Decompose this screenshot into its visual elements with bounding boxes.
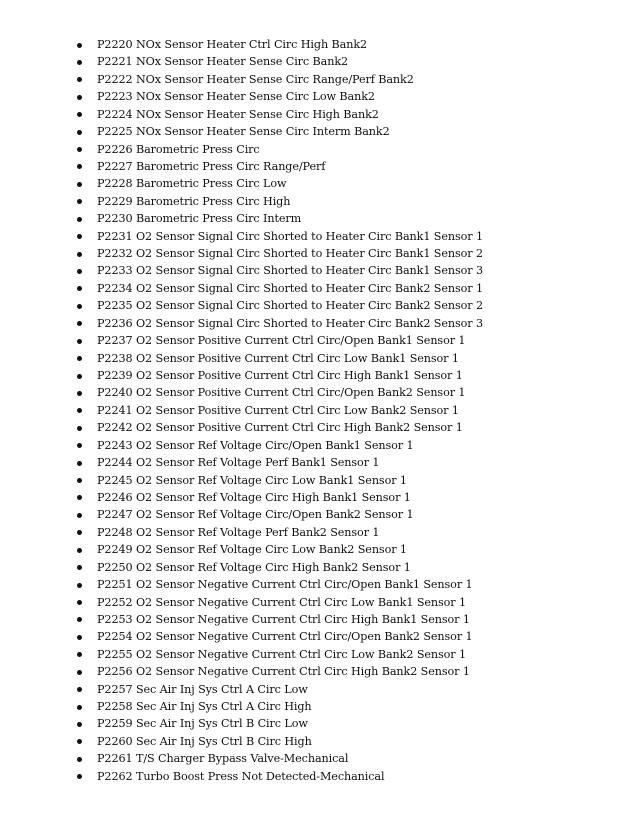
bullet-icon [77, 182, 82, 187]
list-item-text: P2251 O2 Sensor Negative Current Ctrl Circ/Open Bank1 Sensor 1 [97, 578, 473, 592]
list-item [74, 715, 614, 732]
bullet-icon [77, 95, 82, 100]
list-item [74, 733, 614, 750]
bullet-icon [77, 443, 82, 448]
list-item [74, 559, 614, 576]
bullet-icon [77, 339, 82, 344]
list-item [74, 681, 614, 698]
list-item-text: P2225 NOx Sensor Heater Sense Circ Interm Bank2 [97, 125, 390, 139]
list-item [74, 628, 614, 645]
list-item [74, 367, 614, 384]
bullet-icon [77, 391, 82, 396]
bullet-icon [77, 722, 82, 727]
list-item [74, 437, 614, 454]
bullet-icon [77, 217, 82, 222]
bullet-icon [77, 77, 82, 82]
bullet-icon [77, 252, 82, 257]
list-item-text: P2221 NOx Sensor Heater Sense Circ Bank2 [97, 55, 349, 69]
list-item-text: P2249 O2 Sensor Ref Voltage Circ Low Bank2 Sensor 1 [97, 543, 407, 557]
list-item-text: P2236 O2 Sensor Signal Circ Shorted to Heater Circ Bank2 Sensor 3 [97, 316, 483, 330]
list-item [74, 402, 614, 419]
list-item [74, 541, 614, 558]
list-item [74, 88, 614, 105]
list-item [74, 768, 614, 785]
bullet-icon [77, 495, 82, 500]
bullet-icon [77, 530, 82, 535]
list-item [74, 262, 614, 279]
list-item-text: P2231 O2 Sensor Signal Circ Shorted to Heater Circ Bank1 Sensor 1 [97, 229, 483, 243]
bullet-icon [77, 600, 82, 605]
bullet-icon [77, 670, 82, 675]
bullet-icon [77, 147, 82, 152]
bullet-icon [77, 739, 82, 744]
list-item [74, 646, 614, 663]
bullet-icon [77, 356, 82, 361]
list-item [74, 419, 614, 436]
bullet-icon [77, 478, 82, 483]
list-item [74, 245, 614, 262]
list-item [74, 750, 614, 767]
bullet-icon [77, 774, 82, 779]
list-item [74, 663, 614, 680]
list-item [74, 506, 614, 523]
list-item-text: P2255 O2 Sensor Negative Current Ctrl Circ Low Bank2 Sensor 1 [97, 647, 467, 661]
list-item-text: P2238 O2 Sensor Positive Current Ctrl Circ Low Bank1 Sensor 1 [97, 351, 459, 365]
list-item [74, 106, 614, 123]
list-item-text: P2229 Barometric Press Circ High [97, 194, 291, 208]
list-item-text: P2224 NOx Sensor Heater Sense Circ High Bank2 [97, 107, 379, 121]
bullet-icon [77, 164, 82, 169]
code-list [74, 36, 614, 785]
list-item-text: P2257 Sec Air Inj Sys Ctrl A Circ Low [97, 682, 308, 696]
list-item-text: P2223 NOx Sensor Heater Sense Circ Low Bank2 [97, 90, 375, 104]
list-item-text: P2253 O2 Sensor Negative Current Ctrl Circ High Bank1 Sensor 1 [97, 612, 470, 626]
bullet-icon [77, 687, 82, 692]
list-item [74, 332, 614, 349]
list-item-text: P2233 O2 Sensor Signal Circ Shorted to Heater Circ Bank1 Sensor 3 [97, 264, 483, 278]
list-item [74, 210, 614, 227]
list-item-text: P2242 O2 Sensor Positive Current Ctrl Circ High Bank2 Sensor 1 [97, 421, 463, 435]
list-item-text: P2232 O2 Sensor Signal Circ Shorted to Heater Circ Bank1 Sensor 2 [97, 247, 483, 261]
bullet-icon [77, 234, 82, 239]
list-item-text: P2256 O2 Sensor Negative Current Ctrl Circ High Bank2 Sensor 1 [97, 665, 470, 679]
bullet-icon [77, 548, 82, 553]
bullet-icon [77, 652, 82, 657]
bullet-icon [77, 269, 82, 274]
list-item-text: P2250 O2 Sensor Ref Voltage Circ High Bank2 Sensor 1 [97, 560, 411, 574]
bullet-icon [77, 199, 82, 204]
list-item-text: P2230 Barometric Press Circ Interm [97, 212, 302, 226]
list-item [74, 489, 614, 506]
bullet-icon [77, 426, 82, 431]
list-item [74, 175, 614, 192]
list-item-text: P2222 NOx Sensor Heater Sense Circ Range/Perf Bank2 [97, 72, 414, 86]
bullet-icon [77, 513, 82, 518]
list-item-text: P2239 O2 Sensor Positive Current Ctrl Circ High Bank1 Sensor 1 [97, 369, 463, 383]
list-item-text: P2260 Sec Air Inj Sys Ctrl B Circ High [97, 734, 312, 748]
list-item [74, 36, 614, 53]
list-item [74, 315, 614, 332]
bullet-icon [77, 130, 82, 135]
list-item-text: P2246 O2 Sensor Ref Voltage Circ High Bank1 Sensor 1 [97, 490, 411, 504]
bullet-icon [77, 286, 82, 291]
list-item-text: P2258 Sec Air Inj Sys Ctrl A Circ High [97, 700, 312, 714]
list-item-text: P2234 O2 Sensor Signal Circ Shorted to Heater Circ Bank2 Sensor 1 [97, 281, 483, 295]
bullet-icon [77, 617, 82, 622]
list-item-text: P2244 O2 Sensor Ref Voltage Perf Bank1 Sensor 1 [97, 456, 380, 470]
list-item-text: P2235 O2 Sensor Signal Circ Shorted to Heater Circ Bank2 Sensor 2 [97, 299, 483, 313]
list-item [74, 141, 614, 158]
list-item [74, 228, 614, 245]
list-item-text: P2241 O2 Sensor Positive Current Ctrl Circ Low Bank2 Sensor 1 [97, 403, 459, 417]
list-item-text: P2240 O2 Sensor Positive Current Ctrl Circ/Open Bank2 Sensor 1 [97, 386, 466, 400]
list-item-text: P2245 O2 Sensor Ref Voltage Circ Low Bank1 Sensor 1 [97, 473, 407, 487]
list-item [74, 123, 614, 140]
list-item [74, 158, 614, 175]
bullet-icon [77, 60, 82, 65]
list-item [74, 280, 614, 297]
bullet-icon [77, 321, 82, 326]
bullet-icon [77, 705, 82, 710]
list-item [74, 576, 614, 593]
list-item [74, 350, 614, 367]
list-item-text: P2228 Barometric Press Circ Low [97, 177, 287, 191]
bullet-icon [77, 583, 82, 588]
list-item-text: P2220 NOx Sensor Heater Ctrl Circ High Bank2 [97, 38, 368, 51]
list-item-text: P2243 O2 Sensor Ref Voltage Circ/Open Bank1 Sensor 1 [97, 438, 414, 452]
list-item [74, 71, 614, 88]
list-item [74, 193, 614, 210]
list-item [74, 594, 614, 611]
list-item-text: P2237 O2 Sensor Positive Current Ctrl Circ/Open Bank1 Sensor 1 [97, 334, 466, 348]
list-item-text: P2248 O2 Sensor Ref Voltage Perf Bank2 Sensor 1 [97, 525, 380, 539]
list-item-text: P2247 O2 Sensor Ref Voltage Circ/Open Bank2 Sensor 1 [97, 508, 414, 522]
bullet-icon [77, 112, 82, 117]
list-item-text: P2254 O2 Sensor Negative Current Ctrl Circ/Open Bank2 Sensor 1 [97, 630, 473, 644]
list-item-text: P2226 Barometric Press Circ [97, 142, 260, 156]
list-item [74, 472, 614, 489]
list-item-text: P2252 O2 Sensor Negative Current Ctrl Circ Low Bank1 Sensor 1 [97, 595, 467, 609]
list-item [74, 297, 614, 314]
bullet-icon [77, 304, 82, 309]
list-item [74, 698, 614, 715]
list-item [74, 384, 614, 401]
list-item-text: P2259 Sec Air Inj Sys Ctrl B Circ Low [97, 717, 308, 731]
bullet-icon [77, 374, 82, 379]
list-item [74, 524, 614, 541]
list-item [74, 454, 614, 471]
bullet-icon [77, 408, 82, 413]
bullet-icon [77, 461, 82, 466]
bullet-icon [77, 757, 82, 762]
list-item [74, 53, 614, 70]
bullet-icon [77, 43, 82, 48]
bullet-icon [77, 635, 82, 640]
list-item-text: P2261 T/S Charger Bypass Valve-Mechanical [97, 752, 349, 766]
bullet-icon [77, 565, 82, 570]
list-item [74, 611, 614, 628]
list-item-text: P2227 Barometric Press Circ Range/Perf [97, 159, 326, 173]
list-item-text: P2262 Turbo Boost Press Not Detected-Mechanical [97, 769, 385, 783]
